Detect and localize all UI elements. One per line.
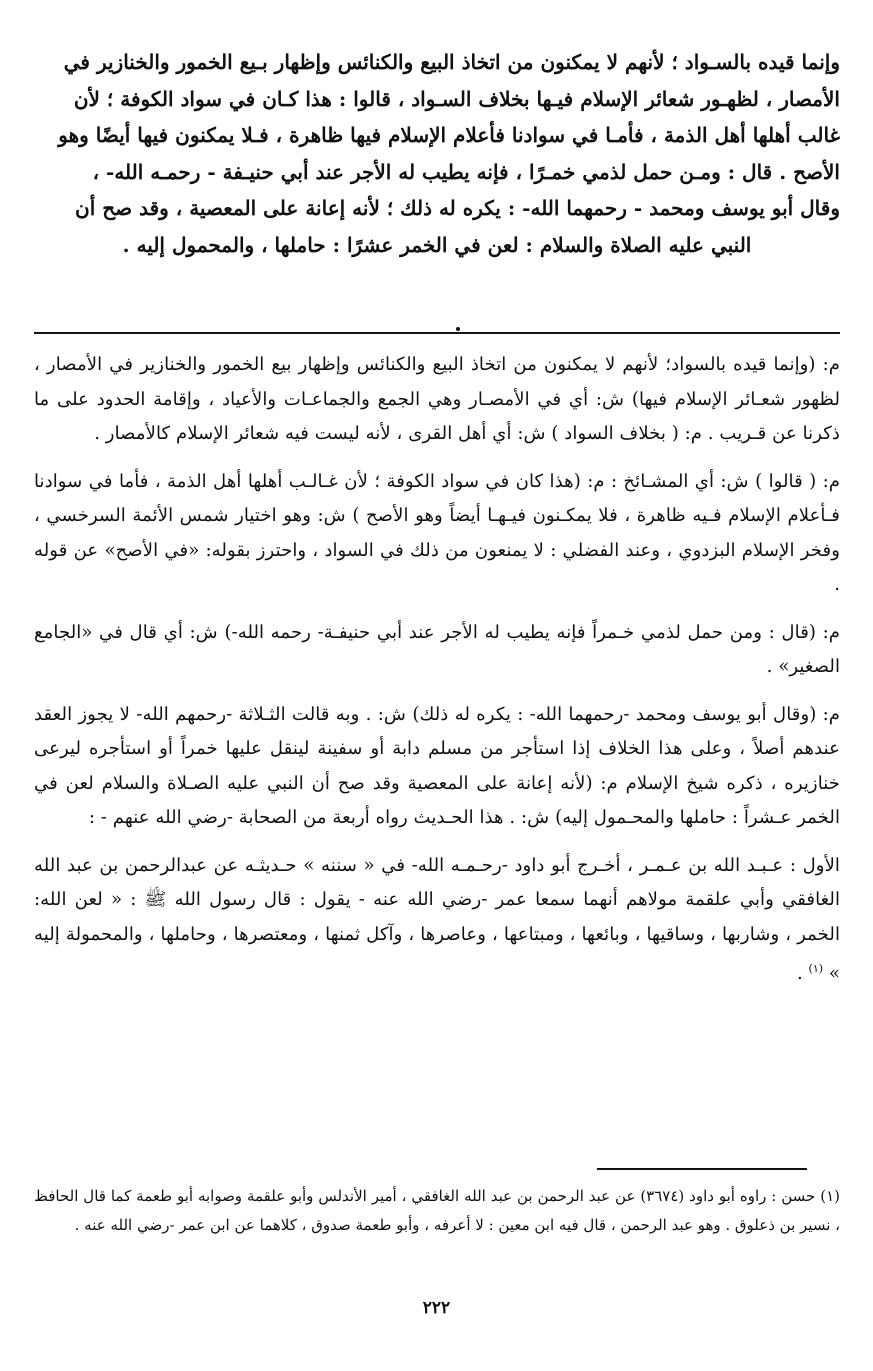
sharh-commentary: [34, 348, 840, 1005]
hadith-text: الأول : عـبـد الله بن عـمـر ، أخـرج أبو داود -رحـمـه الله- في « سننه » حـديثـه عن عبدالرحمن بن عبد الله الغافقي وأبي علقمة مولاهم أنهما سمعا عمر -رضي الله عنه - يقول : قال رسول الله ﷺ : « لعن الله: الخمر ، وشاربها ، وساقيها ، وبائعها ، ومبتاعها ، وعاصرها ، وآكل ثمنها ، ومعتصرها ، وحاملها ، والمحمولة إليه »: [34, 854, 840, 985]
matn-line: غالب أهلها أهل الذمة ، فأمـا في سوادنا فأعلام الإسلام فيها ظاهرة ، فـلا يمكنون فيها أيضًا وهو: [58, 123, 840, 147]
footnotes-block: [34, 1182, 840, 1240]
divider-dot: [456, 327, 460, 331]
matn-line: الأصح . قال : ومـن حمل لذمي خمـرًا ، فإنه يطيب له الأجر عند أبي حنيـفة - رحمـه الله- ،: [92, 159, 840, 184]
matn-text-block: [34, 44, 840, 263]
sharh-paragraph: م: (قال : ومن حمل لذمي خـمراً فإنه يطيب له الأجر عند أبي حنيفـة- رحمه الله-) ش: أي قال في «الجامع الصغير» .: [34, 621, 840, 677]
footnote-separator: [597, 1168, 807, 1170]
section-divider: [34, 332, 840, 334]
sharh-paragraph: م: (وقال أبو يوسف ومحمد -رحمهما الله- : يكره له ذلك) ش: . وبه قالت الثـلاثة -رحمهم الله- لا يجوز العقد عندهم أصلاً ، وعلى هذا الخلاف إذا استأجر من مسلم دابة أو سفينة لينقل عليها خمراً أو استأجره ليرعى خنازيره ، ذكره شيخ الإسلام م: (لأنه إعانة على المعصية وقد صح أن النبي عليه الصـلاة والسلام لعن في الخمر عـشراً : حاملها والمحـمول إليه) ش: . هذا الحـديث رواه أربعة من الصحابة -رضي الله عنهم - :: [34, 703, 840, 828]
footnote-reference[interactable]: (١): [808, 962, 824, 975]
sharh-paragraph: م: ( قالوا ) ش: أي المشـائخ : م: (هذا كان في سواد الكوفة ؛ لأن غـالـب أهلها أهل الذمة ، فأما في سوادنا فـأعلام الإسلام فـيه ظاهرة ، فلا يمكـنون فيـهـا أيضاً وهو الأصح ) ش: وهو اختيار شمس الأئمة السرخسي ، وفخر الإسلام البزدوي ، وعند الفضلي : لا يمنعون من ذلك في السواد ، واحترز بقوله: «في الأصح» عن قوله .: [34, 470, 840, 595]
matn-line: الأمصار ، لظهـور شعائر الإسلام فيـها بخلاف السـواد ، قالوا : هذا كـان في سواد الكوفة ؛ لأن: [73, 86, 840, 111]
page-number: ٢٢٢: [422, 1298, 451, 1318]
matn-line: وقال أبو يوسف ومحمد - رحمهما الله- : يكره له ذلك ؛ لأنه إعانة على المعصية ، وقد صح أن: [75, 196, 840, 220]
footnote-item: (١) حسن : راوه أبو داود (٣٦٧٤) عن عبد الرحمن بن عبد الله الغافقي ، أمير الأندلس وأبو علقمة وصوابه أبو طعمة كما قال الحافظ ، نسير بن ذعلوق . وهو عبد الرحمن ، قال فيه ابن معين : لا أعرفه ، وأبو طعمة صدوق ، كلاهما عن ابن عمر -رضي الله عنه .: [34, 1187, 840, 1234]
matn-line: النبي عليه الصلاة والسلام : لعن في الخمر عشرًا : حاملها ، والمحمول إليه .: [122, 232, 752, 257]
sharh-paragraph: م: (وإنما قيده بالسواد؛ لأنهم لا يمكنون من اتخاذ البيع والكنائس وإظهار بيع الخمور والخنازير في الأمصار ، لظهور شعـائر الإسلام فيها) ش: أي في الأمصـار وهي الجمع والجماعـات والأعياد ، وإقامة الحدود على ما ذكرنا عن قـريب . م: ( بخلاف السواد ) ش: أي أهل القرى ، لأنه ليست فيه شعائر الإسلام كالأمصار .: [34, 354, 840, 444]
matn-line: وإنما قيده بالسـواد ؛ لأنهم لا يمكنون من اتخاذ البيع والكنائس وإظهار بـيع الخمور والخنازير في: [63, 50, 840, 74]
sharh-paragraph-hadith: الأول : عـبـد الله بن عـمـر ، أخـرج أبو داود -رحـمـه الله- في « سننه » حـديثـه عن عبدالرحمن بن عبد الله الغافقي وأبي علقمة مولاهم أنهما سمعا عمر -رضي الله عنه - يقول : قال رسول الله ﷺ : « لعن الله: الخمر ، وشاربها ، وساقيها ، وبائعها ، ومبتاعها ، وعاصرها ، وآكل ثمنها ، ومعتصرها ، وحاملها ، والمحمولة إليه » $^{(١)}$ .: [34, 854, 840, 985]
